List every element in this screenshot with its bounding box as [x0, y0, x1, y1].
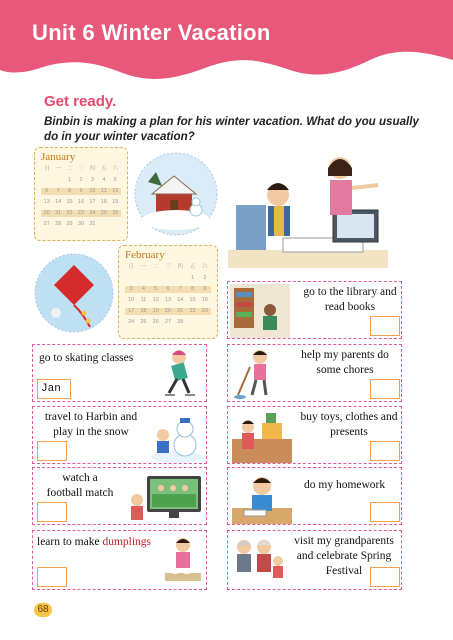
activity-card-dumplings — [32, 530, 207, 590]
shopping-picture — [232, 409, 292, 463]
calendar-day: 27 — [164, 319, 172, 325]
calendar-day: 11 — [98, 188, 109, 195]
kite-picture — [34, 253, 114, 333]
snow-house-picture — [134, 152, 218, 236]
calendar-day: 8 — [64, 188, 75, 195]
calendar-weekday: 四 — [177, 264, 184, 270]
month-answer-box[interactable] — [370, 567, 400, 587]
month-answer-box[interactable] — [370, 379, 400, 399]
calendar-day — [186, 319, 198, 326]
page-number: 68 — [34, 603, 52, 617]
month-answer-box[interactable] — [370, 441, 400, 461]
calendar-day: 9 — [199, 286, 211, 293]
intro-text: Binbin is making a plan for his winter vacation. What do you usually do in your winter vacation? — [44, 115, 419, 143]
month-answer-box[interactable] — [37, 441, 67, 461]
calendar-day: 13 — [164, 297, 172, 303]
binbin-and-mother-picture — [228, 140, 388, 270]
grandparents-picture — [230, 533, 286, 589]
football-tv-picture — [127, 470, 205, 524]
calendar-day — [162, 275, 174, 282]
activity-card-football — [32, 467, 207, 525]
calendar-weekday: 六 — [112, 166, 119, 172]
calendar-day: 3 — [125, 286, 137, 293]
calendar-day — [110, 221, 121, 228]
activity-text: watch a football match — [46, 472, 114, 499]
activity-card-homework — [227, 467, 402, 525]
calendar-day: 5 — [113, 177, 117, 183]
calendar-day: 6 — [41, 188, 52, 195]
calendar-day: 17 — [89, 199, 96, 205]
calendar-day — [52, 177, 63, 184]
calendar-day: 16 — [77, 199, 85, 205]
calendar-day: 31 — [89, 221, 96, 227]
calendar-weekday: 日 — [128, 264, 134, 270]
calendar-day: 6 — [162, 286, 174, 293]
homework-picture — [232, 470, 292, 524]
calendar-day: 10 — [87, 188, 98, 195]
chores-picture — [232, 347, 282, 401]
activity-text: go to the library and read books — [303, 286, 397, 313]
calendar-day: 29 — [66, 221, 73, 227]
calendar-day: 19 — [150, 308, 162, 315]
calendar-weekday: 六 — [202, 264, 208, 270]
calendar-month-label: February — [125, 249, 165, 261]
unit-title: Unit 6 Winter Vacation — [32, 20, 271, 45]
calendar-day: 17 — [125, 308, 137, 315]
calendar-day: 24 — [87, 210, 98, 217]
calendar-weekday: 三 — [78, 166, 84, 172]
activity-card-chores — [227, 344, 402, 402]
library-picture — [230, 284, 290, 338]
activity-text: go to skating classes — [39, 352, 134, 364]
calendar-day — [150, 275, 162, 282]
calendar-day: 10 — [128, 297, 135, 303]
calendar-weekday: 一 — [140, 264, 147, 270]
calendar-day: 25 — [140, 319, 147, 325]
calendar-weekday: 二 — [66, 166, 73, 172]
calendar-day: 12 — [110, 188, 121, 195]
activity-text: do my homework — [304, 479, 386, 491]
calendar-day — [41, 177, 52, 184]
calendar-day: 23 — [199, 308, 211, 315]
month-answer-box[interactable] — [370, 502, 400, 522]
calendar-day: 13 — [43, 199, 50, 205]
calendar-day: 14 — [55, 199, 62, 205]
calendar-day: 24 — [128, 319, 135, 325]
calendar-day: 21 — [174, 308, 186, 315]
calendar-day: 25 — [98, 210, 109, 217]
calendar-day — [174, 275, 186, 282]
calendar-february — [118, 245, 218, 339]
calendar-day: 15 — [66, 199, 73, 205]
month-answer-box[interactable]: Jan — [37, 379, 71, 399]
calendar-weekday: 四 — [89, 166, 96, 172]
calendar-day — [137, 275, 149, 282]
calendar-day: 20 — [41, 210, 52, 217]
calendar-day — [98, 221, 109, 228]
calendar-day: 4 — [102, 177, 106, 183]
month-answer-box[interactable] — [370, 316, 400, 336]
calendar-day: 1 — [191, 275, 195, 281]
calendar-day: 28 — [177, 319, 184, 325]
calendar-day: 4 — [137, 286, 149, 293]
calendar-day: 12 — [152, 297, 159, 303]
activity-card-grandparents — [227, 530, 402, 590]
calendar-day: 3 — [90, 177, 94, 183]
calendar-day: 7 — [52, 188, 63, 195]
calendar-weekday: 五 — [189, 264, 196, 270]
activity-text: travel to Harbin and play in the snow — [44, 411, 138, 438]
calendar-weekday: 日 — [43, 166, 50, 172]
activity-text: help my parents do some chores — [301, 349, 389, 376]
calendar-day — [199, 319, 211, 326]
calendar-day: 7 — [174, 286, 186, 293]
calendar-day: 18 — [137, 308, 149, 315]
calendar-month-label: January — [41, 151, 76, 163]
calendar-day: 19 — [112, 199, 119, 205]
calendar-day: 23 — [75, 210, 86, 217]
month-answer-box[interactable] — [37, 567, 67, 587]
month-answer-box[interactable] — [37, 502, 67, 522]
calendar-day: 27 — [43, 221, 50, 227]
calendar-day: 26 — [110, 210, 121, 217]
calendar-weekday: 二 — [152, 264, 159, 270]
activity-text: buy toys, clothes and presents — [300, 411, 398, 438]
calendar-day: 20 — [162, 308, 174, 315]
calendar-day: 18 — [100, 199, 107, 205]
activity-keyword: dumplings — [102, 536, 152, 548]
calendar-weekday: 一 — [55, 166, 61, 172]
calendar-day: 21 — [52, 210, 63, 217]
calendar-day: 14 — [177, 297, 184, 303]
dumplings-picture — [161, 535, 205, 589]
activity-card-library — [227, 281, 402, 339]
calendar-weekday: 五 — [101, 166, 107, 172]
calendar-day: 15 — [189, 297, 196, 303]
calendar-day: 26 — [152, 319, 159, 325]
calendar-day: 28 — [55, 221, 62, 227]
calendar-grid — [41, 166, 121, 228]
activity-card-harbin — [32, 406, 207, 464]
activity-card-shopping — [227, 406, 402, 464]
calendar-day: 30 — [77, 221, 85, 227]
activity-text-prefix: learn to make — [37, 536, 100, 548]
calendar-day: 22 — [186, 308, 198, 315]
calendar-day: 11 — [140, 297, 147, 303]
calendar-weekday: 三 — [165, 264, 171, 270]
calendar-day — [125, 275, 137, 282]
calendar-day: 2 — [203, 275, 207, 281]
calendar-january — [34, 147, 128, 241]
section-heading: Get ready. — [44, 93, 117, 110]
activity-card-skating — [32, 344, 207, 402]
calendar-grid — [125, 264, 211, 326]
calendar-day: 8 — [186, 286, 198, 293]
activity-text — [37, 535, 167, 550]
calendar-day: 9 — [75, 188, 86, 195]
calendar-day: 1 — [68, 177, 72, 183]
calendar-day: 16 — [201, 297, 208, 303]
activity-text: visit my grandparents and celebrate Spring Festival — [294, 535, 394, 577]
skating-picture — [155, 347, 205, 401]
calendar-day: 5 — [150, 286, 162, 293]
snowman-picture — [149, 409, 204, 463]
calendar-day: 2 — [79, 177, 83, 183]
calendar-day: 22 — [64, 210, 75, 217]
